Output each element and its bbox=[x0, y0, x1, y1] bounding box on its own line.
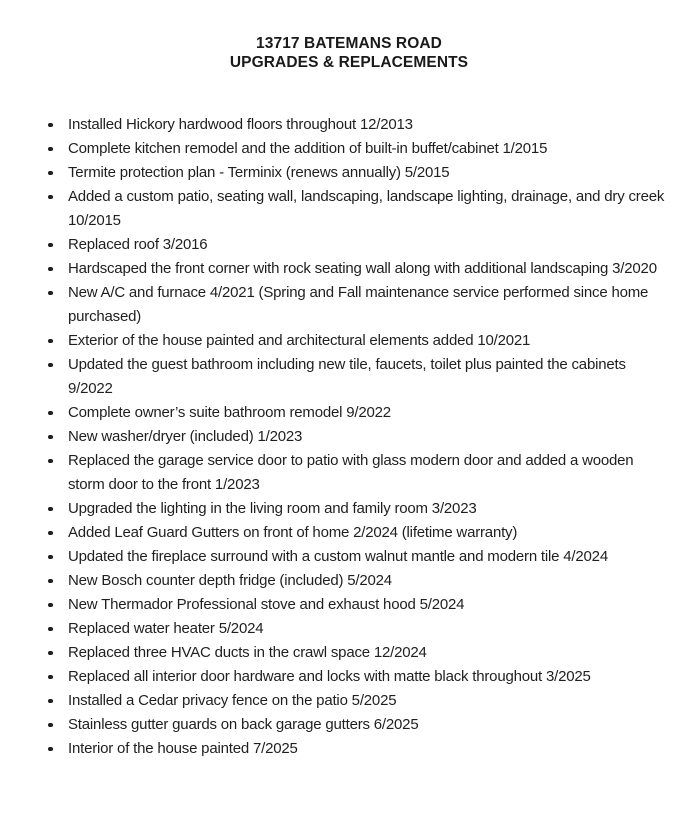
bullet-icon bbox=[48, 267, 53, 272]
list-item-text: Added a custom patio, seating wall, landscaping, landscape lighting, drainage, and dry creek 10/2015 bbox=[68, 188, 665, 229]
bullet-icon bbox=[48, 243, 53, 248]
list-item-text: Added Leaf Guard Gutters on front of home 2/2024 (lifetime warranty) bbox=[68, 524, 518, 541]
bullet-icon bbox=[48, 555, 53, 560]
list-item bbox=[47, 137, 668, 161]
bullet-icon bbox=[48, 603, 53, 608]
list-item bbox=[47, 281, 668, 329]
list-item bbox=[47, 449, 668, 497]
upgrade-list bbox=[47, 113, 668, 761]
list-item bbox=[47, 737, 668, 761]
list-item-text: Updated the fireplace surround with a custom walnut mantle and modern tile 4/2024 bbox=[68, 548, 608, 565]
list-item-text: Installed a Cedar privacy fence on the patio 5/2025 bbox=[68, 692, 397, 709]
list-item bbox=[47, 617, 668, 641]
bullet-icon bbox=[48, 747, 53, 752]
bullet-icon bbox=[48, 363, 53, 368]
list-item bbox=[47, 329, 668, 353]
bullet-icon bbox=[48, 411, 53, 416]
list-item bbox=[47, 593, 668, 617]
list-item-text: Replaced the garage service door to patio with glass modern door and added a wooden storm door to the front 1/2023 bbox=[68, 452, 634, 493]
list-item bbox=[47, 521, 668, 545]
list-item-text: Replaced all interior door hardware and locks with matte black throughout 3/2025 bbox=[68, 668, 591, 685]
list-item-text: Exterior of the house painted and architectural elements added 10/2021 bbox=[68, 332, 531, 349]
list-item bbox=[47, 497, 668, 521]
list-item-text: New A/C and furnace 4/2021 (Spring and Fall maintenance service performed since home purchased) bbox=[68, 284, 649, 325]
bullet-icon bbox=[48, 675, 53, 680]
list-item bbox=[47, 185, 668, 233]
list-item bbox=[47, 161, 668, 185]
bullet-icon bbox=[48, 123, 53, 128]
bullet-icon bbox=[48, 651, 53, 656]
list-item bbox=[47, 353, 668, 401]
list-item-text: Updated the guest bathroom including new tile, faucets, toilet plus painted the cabinets 9/2022 bbox=[68, 356, 626, 397]
list-item bbox=[47, 425, 668, 449]
list-item bbox=[47, 713, 668, 737]
list-item-text: Replaced roof 3/2016 bbox=[68, 236, 208, 253]
bullet-icon bbox=[48, 723, 53, 728]
list-item bbox=[47, 401, 668, 425]
list-item-text: Complete kitchen remodel and the addition of built-in buffet/cabinet 1/2015 bbox=[68, 140, 548, 157]
bullet-icon bbox=[48, 291, 53, 296]
bullet-icon bbox=[48, 531, 53, 536]
list-item bbox=[47, 569, 668, 593]
list-item bbox=[47, 665, 668, 689]
list-item bbox=[47, 113, 668, 137]
list-item-text: New Bosch counter depth fridge (included) 5/2024 bbox=[68, 572, 392, 589]
list-item bbox=[47, 545, 668, 569]
list-item-text: Interior of the house painted 7/2025 bbox=[68, 740, 298, 757]
bullet-icon bbox=[48, 627, 53, 632]
list-item-text: Upgraded the lighting in the living room and family room 3/2023 bbox=[68, 500, 477, 517]
list-item-text: Hardscaped the front corner with rock seating wall along with additional landscaping 3/2020 bbox=[68, 260, 657, 277]
bullet-icon bbox=[48, 147, 53, 152]
list-item bbox=[47, 689, 668, 713]
list-item-text: Replaced three HVAC ducts in the crawl space 12/2024 bbox=[68, 644, 427, 661]
list-item bbox=[47, 233, 668, 257]
bullet-icon bbox=[48, 195, 53, 200]
list-item-text: Complete owner’s suite bathroom remodel 9/2022 bbox=[68, 404, 391, 421]
list-item-text: Replaced water heater 5/2024 bbox=[68, 620, 264, 637]
document-title-line1: 13717 BATEMANS ROAD bbox=[256, 35, 442, 52]
bullet-icon bbox=[48, 459, 53, 464]
document-title-line2: UPGRADES & REPLACEMENTS bbox=[229, 54, 469, 71]
document-header bbox=[0, 0, 698, 72]
list-item-text: New Thermador Professional stove and exhaust hood 5/2024 bbox=[68, 596, 465, 613]
bullet-icon bbox=[48, 699, 53, 704]
bullet-icon bbox=[48, 507, 53, 512]
bullet-icon bbox=[48, 435, 53, 440]
list-item-text: Installed Hickory hardwood floors throughout 12/2013 bbox=[68, 116, 413, 133]
bullet-icon bbox=[48, 171, 53, 176]
list-item bbox=[47, 641, 668, 665]
list-item-text: Stainless gutter guards on back garage gutters 6/2025 bbox=[68, 716, 419, 733]
list-item bbox=[47, 257, 668, 281]
list-item-text: New washer/dryer (included) 1/2023 bbox=[68, 428, 303, 445]
list-item-text: Termite protection plan - Terminix (renews annually) 5/2015 bbox=[68, 164, 450, 181]
bullet-icon bbox=[48, 579, 53, 584]
bullet-icon bbox=[48, 339, 53, 344]
